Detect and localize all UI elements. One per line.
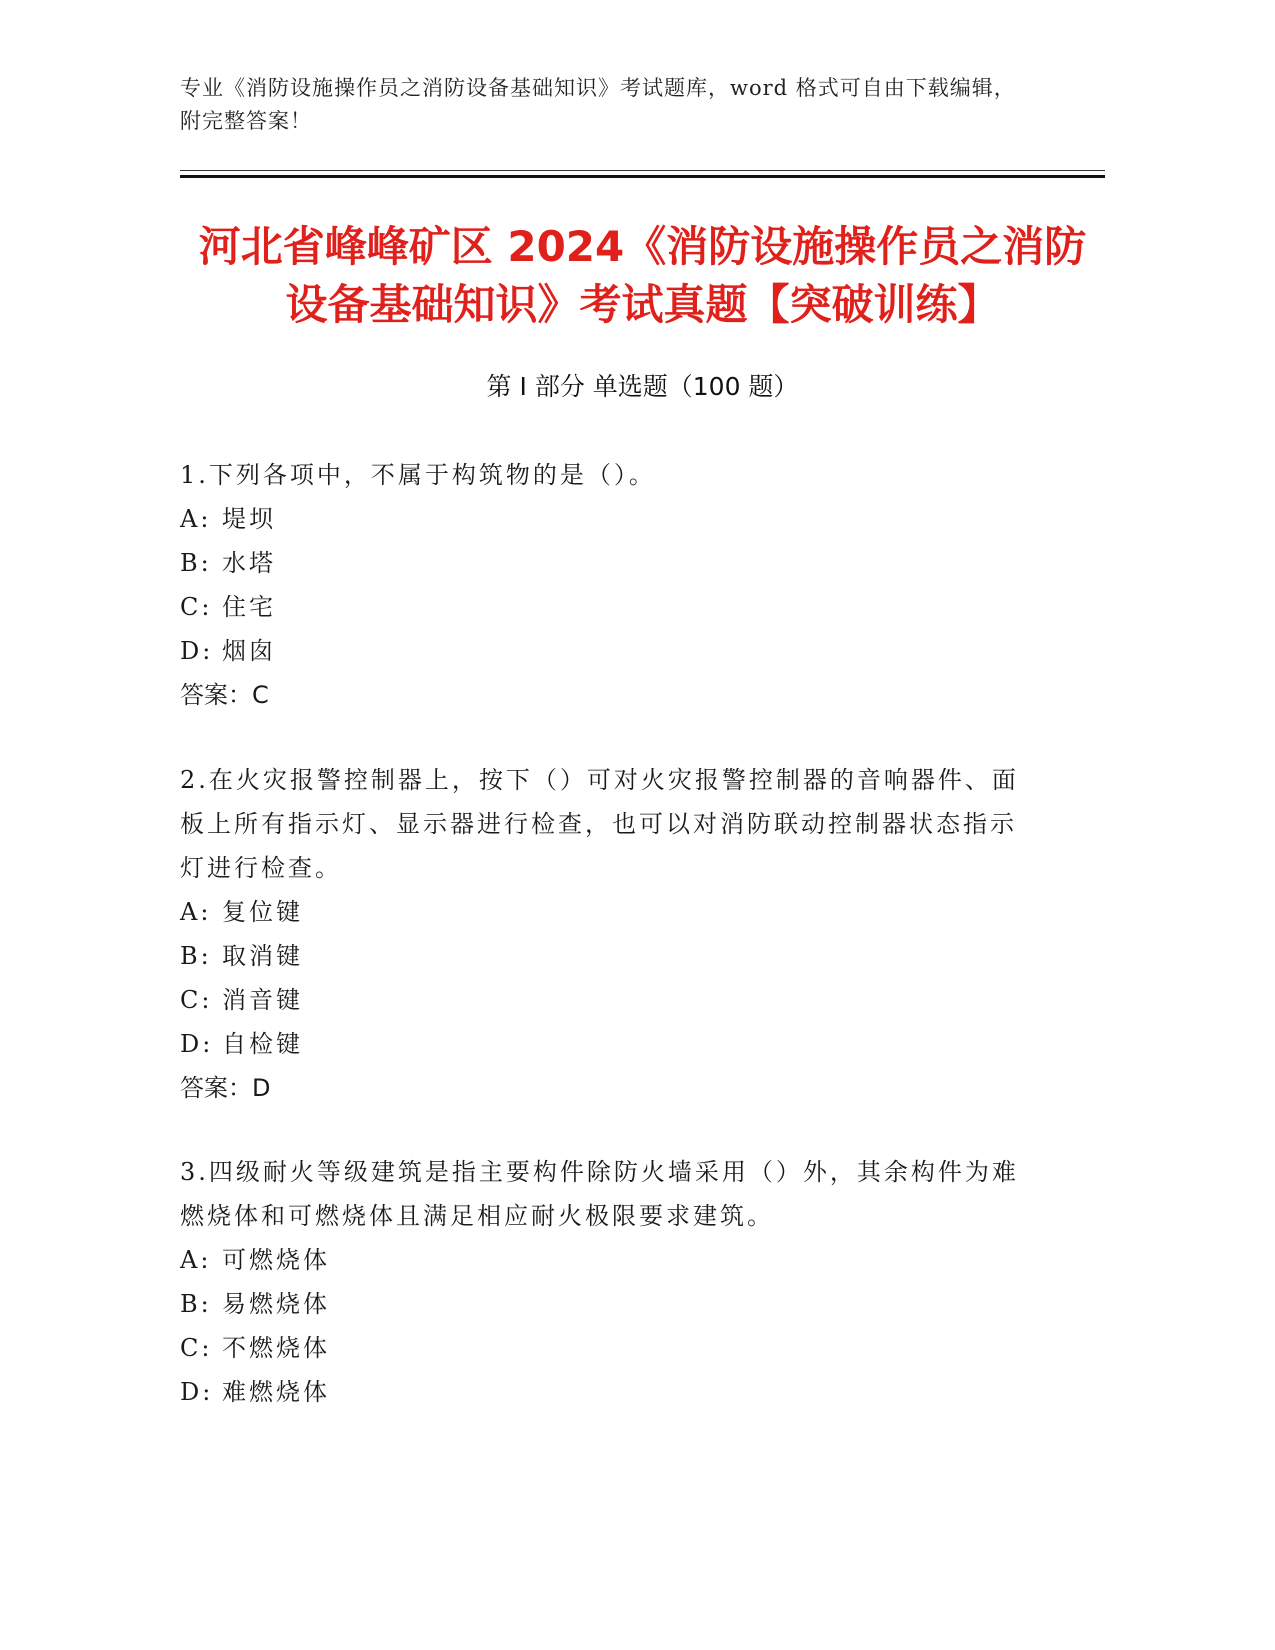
option-key: B: (180, 1290, 212, 1318)
question-text: 1.下列各项中，不属于构筑物的是（）。 (180, 461, 656, 489)
option-d (180, 629, 1030, 673)
option-b (180, 934, 1030, 978)
option-a (180, 890, 1030, 934)
header-note: 专业《消防设施操作员之消防设备基础知识》考试题库，word 格式可自由下载编辑，附完整答案！ (180, 76, 1016, 133)
option-text: 易燃烧体 (222, 1290, 330, 1318)
option-text: 水塔 (222, 549, 276, 577)
option-a (180, 497, 1030, 541)
option-a (180, 1238, 1030, 1282)
option-key: D: (180, 1378, 214, 1406)
option-text: 烟囱 (222, 637, 276, 665)
option-c (180, 585, 1030, 629)
option-key: B: (180, 549, 212, 577)
answer: 答案：D (180, 1074, 271, 1102)
option-d (180, 1370, 1030, 1414)
header-divider-thin (180, 170, 1105, 171)
section-title: 第 I 部分 单选题（100 题） (486, 372, 799, 401)
option-key: C: (180, 986, 213, 1014)
option-text: 不燃烧体 (222, 1334, 330, 1362)
option-key: B: (180, 942, 212, 970)
question-1 (180, 453, 1030, 717)
option-key: C: (180, 1334, 213, 1362)
question-text: 2.在火灾报警控制器上，按下（）可对火灾报警控制器的音响器件、面板上所有指示灯、显示器进行检查，也可以对消防联动控制器状态指示灯进行检查。 (180, 766, 1019, 882)
document-title: 河北省峰峰矿区 2024《消防设施操作员之消防设备基础知识》考试真题【突破训练】 (198, 222, 1087, 329)
option-key: D: (180, 637, 214, 665)
option-key: D: (180, 1030, 214, 1058)
option-text: 消音键 (222, 986, 303, 1014)
option-text: 自检键 (222, 1030, 303, 1058)
option-b (180, 1282, 1030, 1326)
option-b (180, 541, 1030, 585)
option-text: 难燃烧体 (222, 1378, 330, 1406)
option-text: 复位键 (222, 898, 303, 926)
option-key: A: (180, 505, 212, 533)
option-key: C: (180, 593, 213, 621)
option-text: 堤坝 (222, 505, 276, 533)
question-2 (180, 758, 1030, 1110)
answer: 答案：C (180, 681, 269, 709)
option-key: A: (180, 1246, 212, 1274)
question-text: 3.四级耐火等级建筑是指主要构件除防火墙采用（）外，其余构件为难燃烧体和可燃烧体且满足相应耐火极限要求建筑。 (180, 1158, 1019, 1230)
option-text: 可燃烧体 (222, 1246, 330, 1274)
option-c (180, 1326, 1030, 1370)
option-d (180, 1022, 1030, 1066)
header-divider-thick (180, 175, 1105, 178)
option-c (180, 978, 1030, 1022)
option-text: 取消键 (222, 942, 303, 970)
option-key: A: (180, 898, 212, 926)
option-text: 住宅 (222, 593, 276, 621)
question-3 (180, 1150, 1030, 1414)
